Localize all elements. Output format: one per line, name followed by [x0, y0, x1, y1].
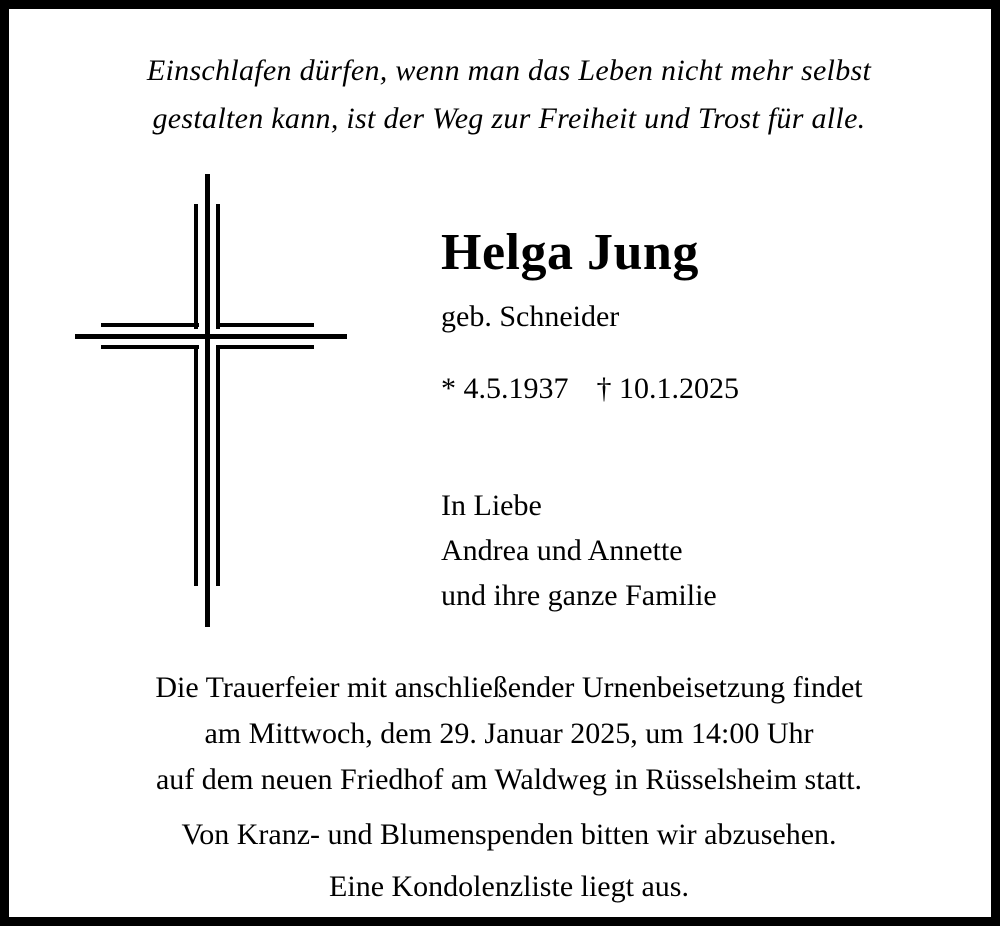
death-date: † 10.1.2025: [596, 372, 739, 405]
ceremony-line-3: auf dem neuen Friedhof am Waldweg in Rüsselsheim statt.: [155, 763, 863, 796]
mourners-line-3: und ihre ganze Familie: [441, 579, 717, 612]
mourners-line-1: In Liebe: [441, 489, 542, 522]
maiden-name: geb. Schneider: [441, 300, 620, 333]
cross-icon: [75, 174, 347, 627]
ceremony-line-2: am Mittwoch, dem 29. Januar 2025, um 14:00 Uhr: [204, 717, 814, 750]
motto-quote: [29, 47, 989, 143]
ceremony-info: [29, 665, 989, 803]
birth-date: * 4.5.1937: [441, 372, 569, 405]
mourners-line-2: Andrea und Annette: [441, 534, 683, 567]
mourners-block: [441, 483, 717, 618]
ceremony-line-1: Die Trauerfeier mit anschließender Urnenbeisetzung findet: [155, 671, 863, 704]
deceased-name: Helga Jung: [441, 224, 699, 281]
flowers-note: Von Kranz- und Blumenspenden bitten wir abzusehen.: [181, 818, 837, 851]
motto-line-2: gestalten kann, ist der Weg zur Freiheit und Trost für alle.: [152, 102, 866, 135]
motto-line-1: Einschlafen dürfen, wenn man das Leben nicht mehr selbst: [146, 54, 872, 87]
condolence-note: Eine Kondolenzliste liegt aus.: [329, 870, 689, 903]
life-dates: [441, 369, 739, 409]
